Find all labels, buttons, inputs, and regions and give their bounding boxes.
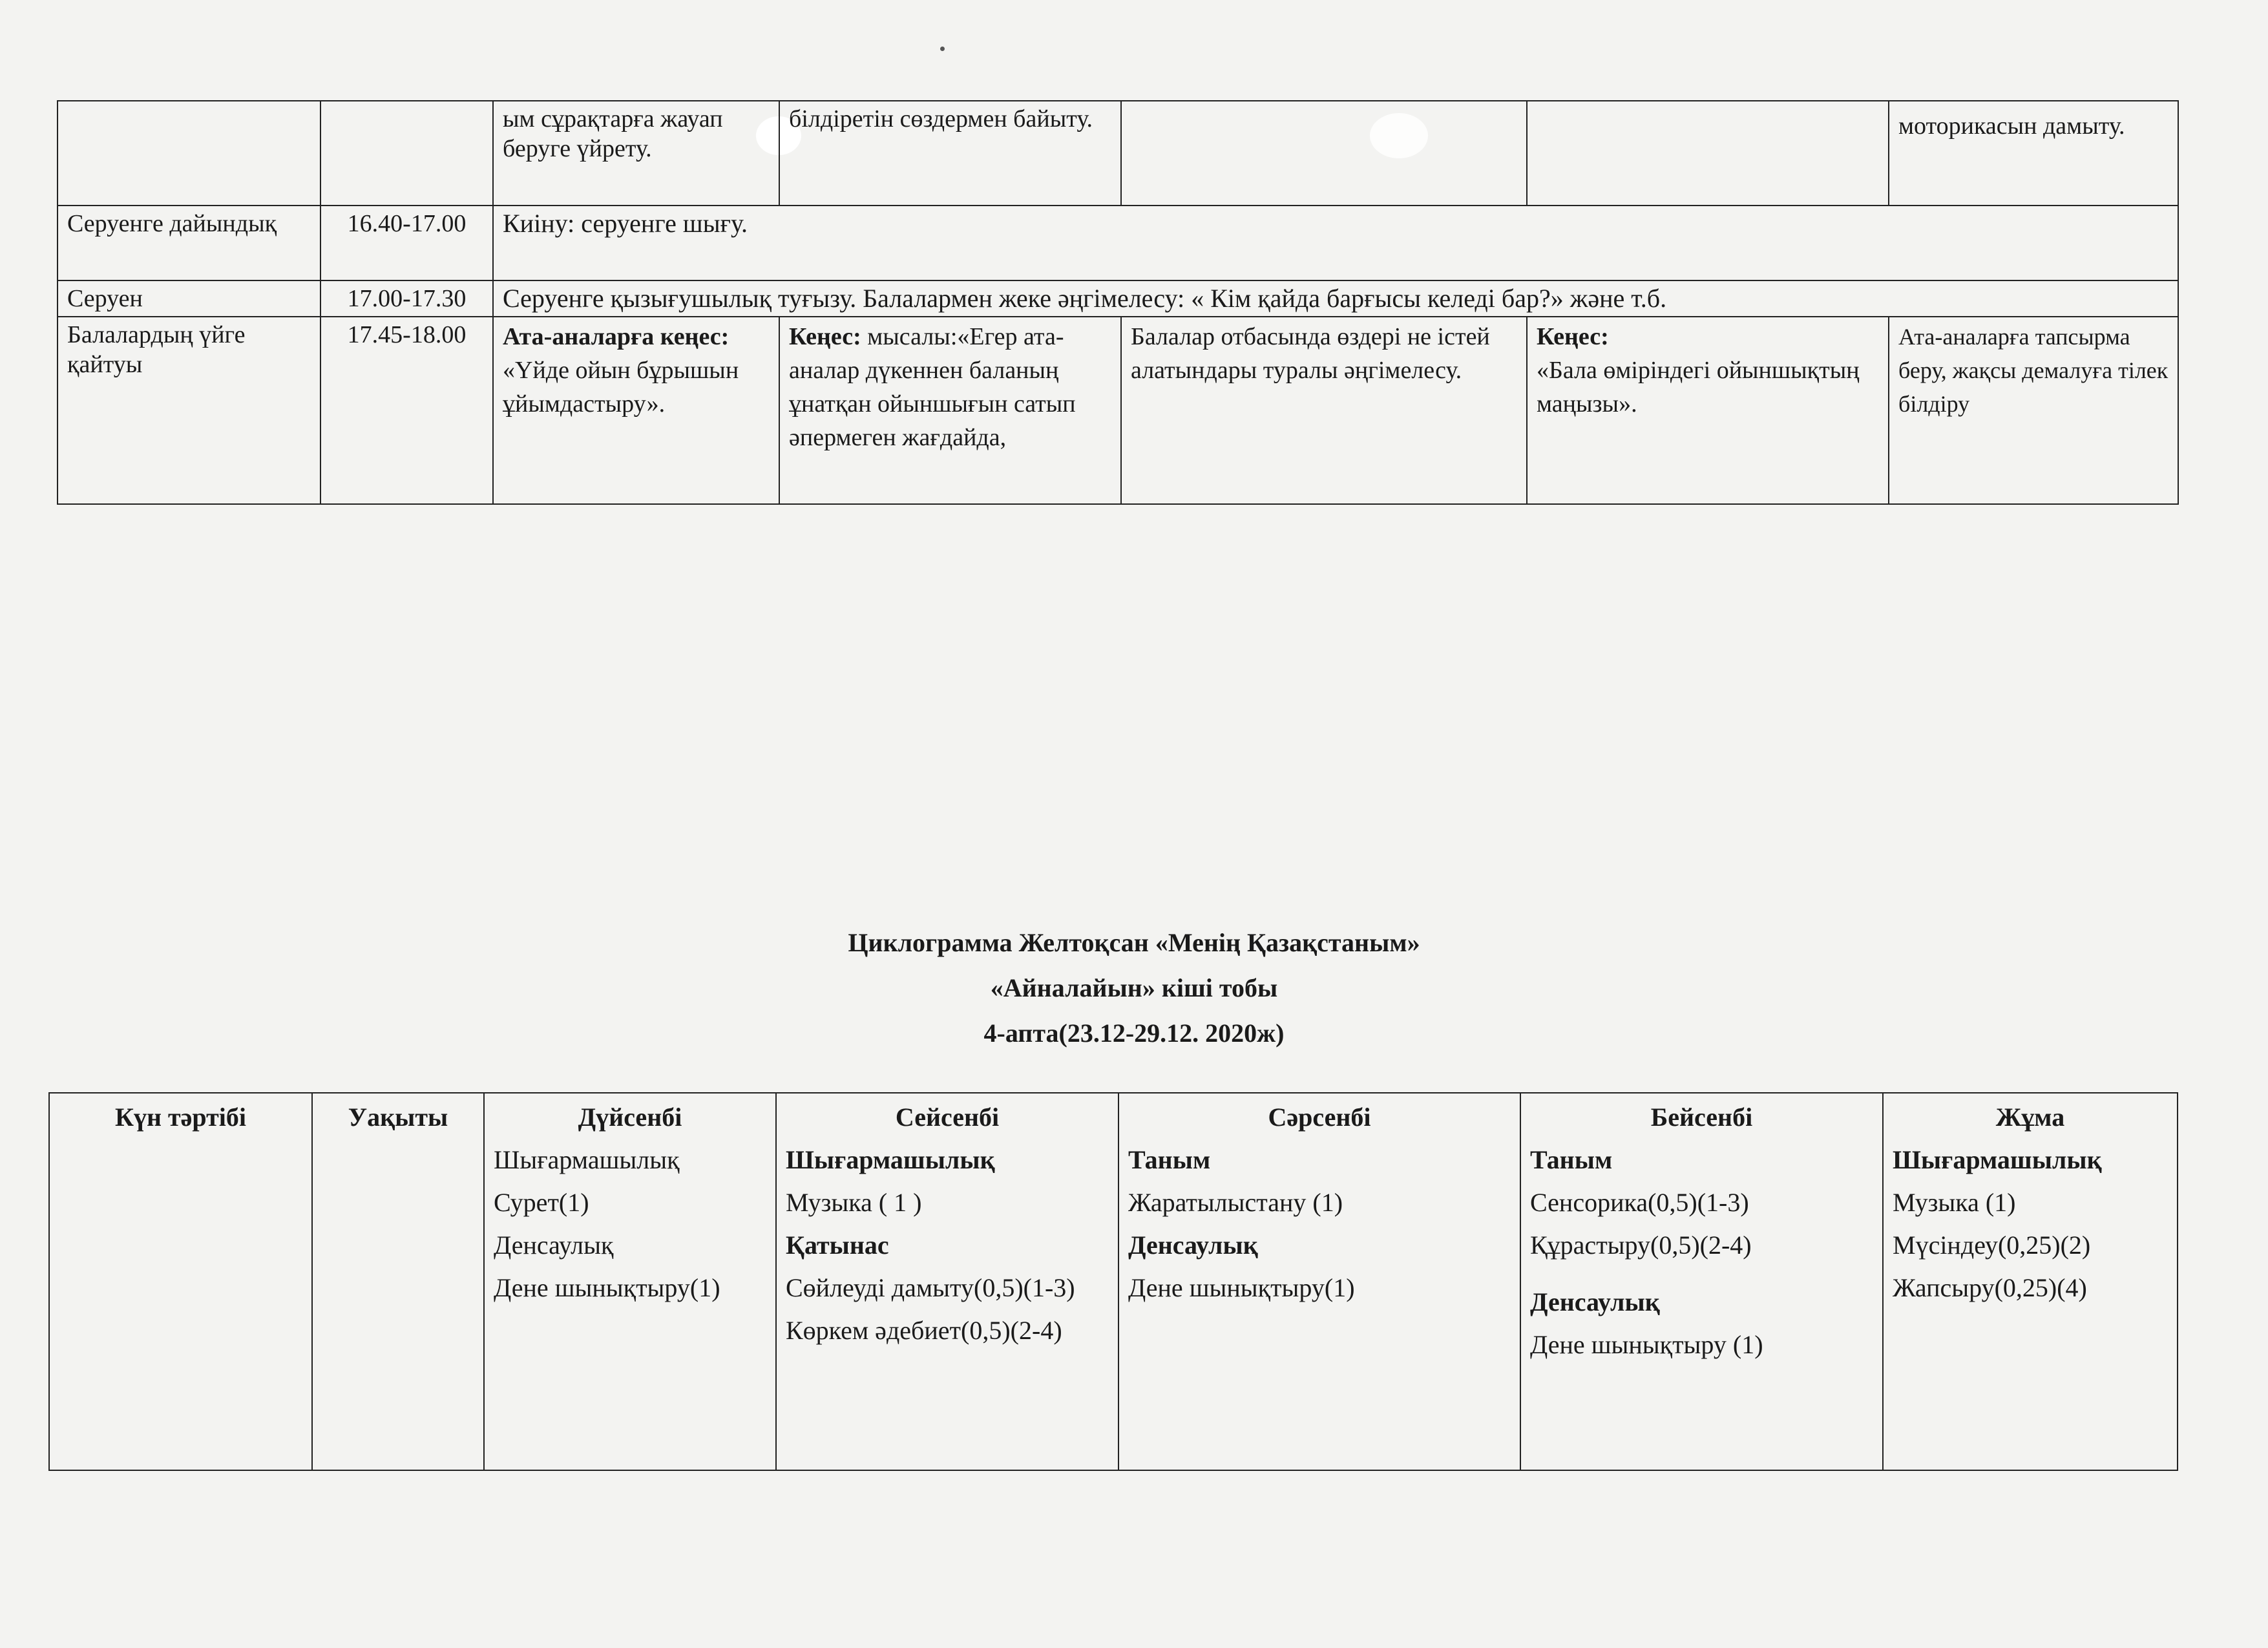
content-cell: [493, 317, 779, 504]
cell-heading: Кеңес:: [789, 323, 861, 350]
group-subtitle: «Айналайын» кіші тобы: [990, 973, 1278, 1002]
subject-line: Сурет(1): [494, 1188, 589, 1217]
table-row: [58, 206, 2178, 280]
content-cell: Балалар отбасында өздері не істей алатындары туралы әңгімелесу.: [1121, 317, 1527, 504]
day-name: Бейсенбі: [1650, 1103, 1753, 1132]
subject-line: Дене шынықтыру(1): [494, 1273, 720, 1302]
subject-line: Сөйлеуді дамыту(0,5)(1-3): [786, 1273, 1075, 1302]
schedule-table-continued: [57, 100, 2179, 505]
page-title: Циклограмма Желтоқсан «Менің Қазақстаным»: [848, 928, 1420, 957]
subject-line: Денсаулық: [494, 1231, 614, 1260]
subject-line: Жапсыру(0,25)(4): [1893, 1273, 2087, 1302]
subject-heading: Денсаулық: [1530, 1287, 1660, 1316]
day-cell-monday: [484, 1093, 776, 1470]
subject-line: Сенсорика(0,5)(1-3): [1530, 1188, 1749, 1217]
cell-text: «Үйде ойын бұрышын ұйымдастыру».: [503, 357, 739, 417]
table-row: [58, 101, 2178, 206]
header-cell: Уақыты: [312, 1093, 484, 1470]
subject-line: Музыка ( 1 ): [786, 1188, 922, 1217]
table-cell: [58, 101, 320, 206]
scan-speck: [940, 47, 945, 51]
cell-text: моторикасын дамыту.: [1898, 112, 2125, 140]
subject-line: Мүсіндеу(0,25)(2): [1893, 1231, 2091, 1260]
table-cell: білдіретін сөздермен байыту.: [779, 101, 1121, 206]
time-cell: 17.45-18.00: [320, 317, 493, 504]
content-cell: Серуенге қызығушылық туғызу. Балалармен жеке әңгімелесу: « Кім қайда барғысы келеді бар?» және т.б.: [493, 280, 2178, 317]
cyclogram-header-table: [48, 1092, 2178, 1471]
cell-text: «Бала өміріндегі ойыншықтың маңызы».: [1537, 357, 1860, 417]
subject-line: Құрастыру(0,5)(2-4): [1530, 1231, 1752, 1260]
subject-line: Шығармашылық: [494, 1145, 680, 1174]
subject-line: Дене шынықтыру (1): [1530, 1330, 1763, 1359]
day-name: Сәрсенбі: [1268, 1103, 1371, 1132]
content-cell: [1527, 317, 1889, 504]
activity-cell: Серуенге дайындық: [58, 206, 320, 280]
table-cell: [1889, 101, 2178, 206]
subject-line: Көркем әдебиет(0,5)(2-4): [786, 1316, 1062, 1345]
header-cell: Күн тәртібі: [49, 1093, 312, 1470]
week-subtitle: 4-апта(23.12-29.12. 2020ж): [983, 1019, 1285, 1048]
table-row: [58, 280, 2178, 317]
table-cell: ым сұрақтарға жауап беруге үйрету.: [493, 101, 779, 206]
subject-line: Жаратылыстану (1): [1128, 1188, 1343, 1217]
activity-cell: Балалардың үйге қайтуы: [58, 317, 320, 504]
day-cell-friday: [1883, 1093, 2178, 1470]
subject-heading: Қатынас: [786, 1231, 889, 1260]
subject-heading: Таным: [1128, 1145, 1211, 1174]
day-name: Дүйсенбі: [578, 1103, 682, 1132]
cell-text: мысалы:«Егер ата-аналар дүкеннен баланың ұнатқан ойыншығын сатып әпермеген жағдайда,: [789, 323, 1076, 451]
content-cell: [779, 317, 1121, 504]
subject-heading: Таным: [1530, 1145, 1613, 1174]
day-cell-thursday: [1520, 1093, 1883, 1470]
time-cell: 17.00-17.30: [320, 280, 493, 317]
table-row: [49, 1093, 2178, 1470]
table-cell: [1121, 101, 1527, 206]
activity-cell: Серуен: [58, 280, 320, 317]
time-cell: 16.40-17.00: [320, 206, 493, 280]
subject-line: Музыка (1): [1893, 1188, 2016, 1217]
subject-line: Дене шынықтыру(1): [1128, 1273, 1355, 1302]
cell-heading: Ата-аналарға кеңес:: [503, 323, 730, 350]
subject-heading: Денсаулық: [1128, 1231, 1258, 1260]
cell-heading: Кеңес:: [1537, 323, 1609, 350]
table-cell: [1527, 101, 1889, 206]
day-name: Сейсенбі: [895, 1103, 1000, 1132]
subject-heading: Шығармашылық: [786, 1145, 995, 1174]
day-cell-tuesday: [776, 1093, 1118, 1470]
table-row: [58, 317, 2178, 504]
content-cell: Ата-аналарға тапсырма беру, жақсы демалуға тілек білдіру: [1889, 317, 2178, 504]
subject-heading: Шығармашылық: [1893, 1145, 2102, 1174]
table-cell: [320, 101, 493, 206]
content-cell: Киіну: серуенге шығу.: [493, 206, 2178, 280]
day-cell-wednesday: [1118, 1093, 1520, 1470]
day-name: Жұма: [1995, 1103, 2065, 1132]
